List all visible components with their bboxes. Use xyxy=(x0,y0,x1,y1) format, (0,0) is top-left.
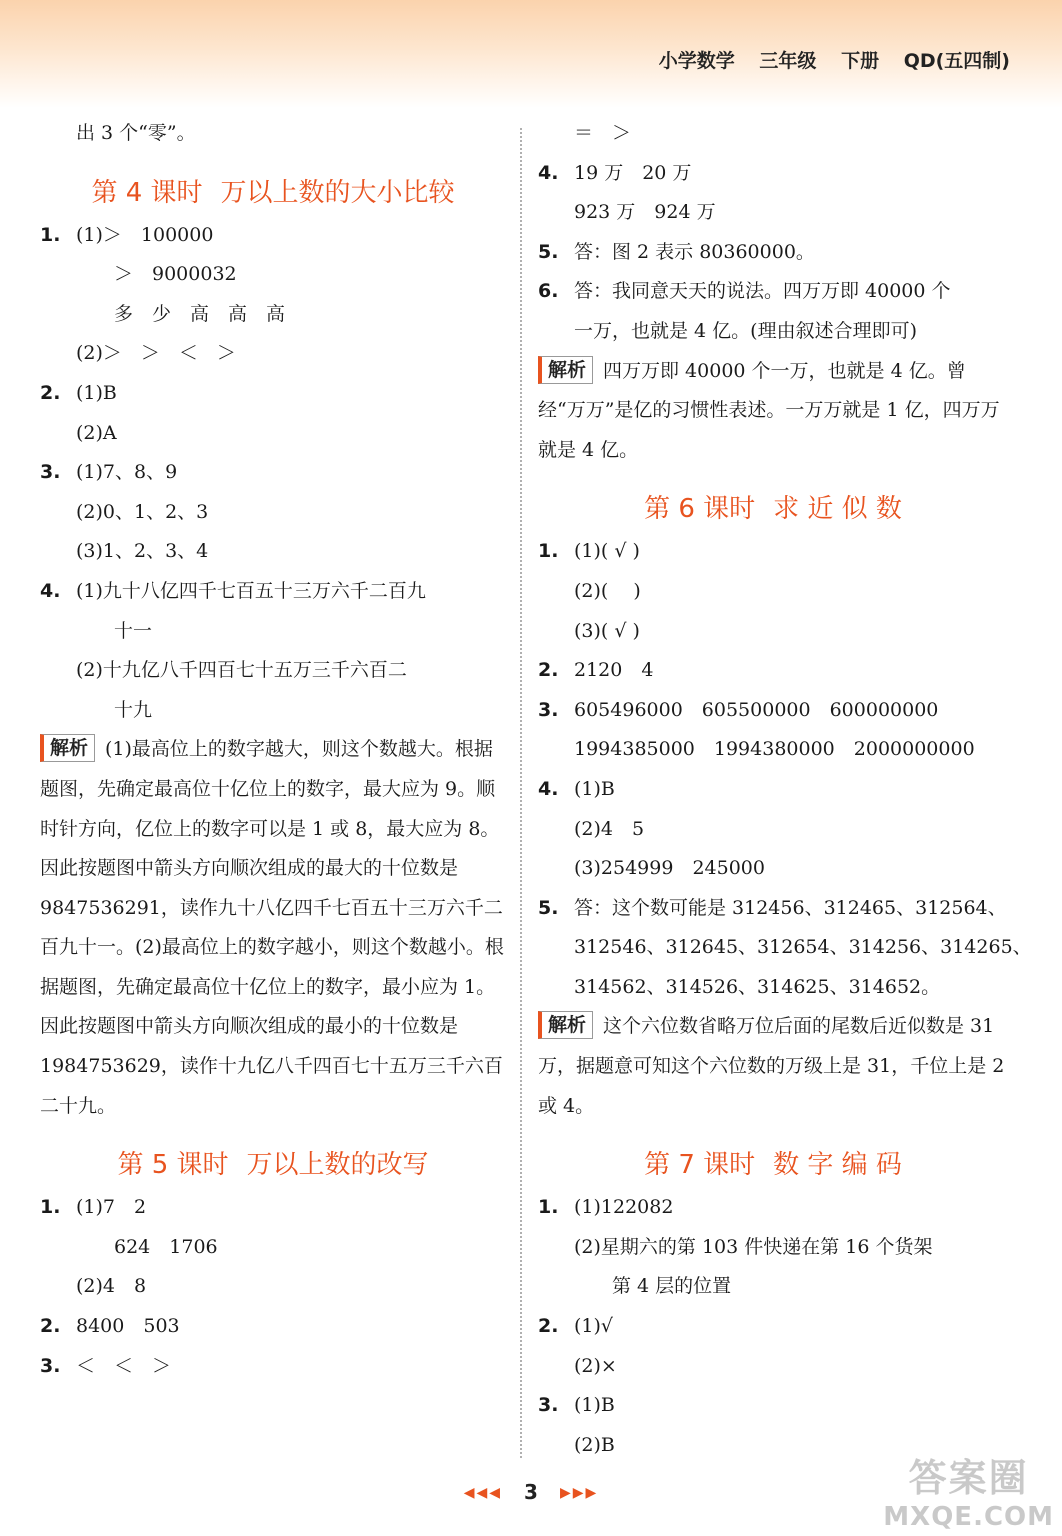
question-number: 4. xyxy=(538,777,559,800)
section-title-lesson-7: 第 7 课时 数 字 编 码 xyxy=(644,1150,902,1181)
header-edition: QD(五四制) xyxy=(903,50,1010,72)
question-number: 1. xyxy=(40,223,61,246)
question-number: 1. xyxy=(40,1196,61,1219)
answer-line: 3. ＜ ＜ ＞ xyxy=(40,1347,506,1387)
analysis-tag: 解析 xyxy=(538,1011,593,1039)
page-number: 3 xyxy=(524,1480,538,1504)
answer-line: (2)× xyxy=(574,1354,617,1377)
analysis-block xyxy=(40,730,506,1126)
question-number: 4. xyxy=(538,161,559,184)
watermark-logo: 答案圈 MXQE.COM xyxy=(883,1456,1054,1532)
left-column xyxy=(40,114,506,1386)
answer-line: 1. (1)( √ ) xyxy=(538,532,1008,572)
answer-line: (2)4 8 xyxy=(76,1275,147,1298)
right-arrows-icon: ▶▶▶ xyxy=(559,1485,599,1501)
answer-line: 2. (1)√ xyxy=(538,1307,1008,1347)
answer-line: ＝ ＞ xyxy=(574,122,632,144)
analysis-text: 四万万即 40000 个一万，也就是 4 亿。曾经“万万”是亿的习惯性表述。一万万就是 1 亿，四万万就是 4 亿。 xyxy=(538,359,1000,461)
answer-line: (2)4 5 xyxy=(574,817,645,840)
answer-line: 3. 605496000 605500000 600000000 xyxy=(538,691,1008,731)
answer-line: 2. 8400 503 xyxy=(40,1307,506,1347)
answer-line: 1. (1)122082 xyxy=(538,1188,1008,1228)
answer-line: 624 1706 xyxy=(114,1235,218,1258)
question-number: 5. xyxy=(538,896,559,919)
answer-line: (3)1、2、3、4 xyxy=(76,540,209,563)
answer-line: 十一 xyxy=(114,619,153,642)
question-number: 2. xyxy=(538,659,559,682)
answer-line: (3)( √ ) xyxy=(574,619,640,642)
answer-line: 1. (1)＞ 100000 xyxy=(40,216,506,256)
answer-line: 十九 xyxy=(114,698,153,721)
answer-line: 6. 答：我同意天天的说法。四万万即 40000 个 xyxy=(538,272,1008,312)
answer-line: (2)十九亿八千四百七十五万三千六百二 xyxy=(76,659,407,682)
analysis-block xyxy=(538,352,1008,471)
intro-line: 出 3 个“零”。 xyxy=(76,122,196,144)
answer-line: 4. (1)九十八亿四千七百五十三万六千二百九 xyxy=(40,572,506,612)
answer-line: (2)B xyxy=(574,1433,615,1456)
book-header xyxy=(645,46,1010,73)
answer-line: (2)A xyxy=(76,421,117,444)
question-number: 3. xyxy=(40,1354,61,1377)
question-number: 2. xyxy=(40,381,61,404)
header-grade: 三年级 xyxy=(759,50,817,72)
answer-line: 1. (1)7 2 xyxy=(40,1188,506,1228)
answer-line: 多 少 高 高 高 xyxy=(114,302,286,325)
answer-line: 3. (1)B xyxy=(538,1386,1008,1426)
answer-line: (3)254999 245000 xyxy=(574,857,765,880)
question-number: 1. xyxy=(538,540,559,563)
analysis-tag: 解析 xyxy=(40,734,95,762)
question-number: 1. xyxy=(538,1196,559,1219)
answer-line: 4. (1)B xyxy=(538,770,1008,810)
section-title-lesson-4: 第 4 课时 万以上数的大小比较 xyxy=(91,177,455,208)
answer-line: (2)星期六的第 103 件快递在第 16 个货架 xyxy=(574,1235,933,1258)
header-subject: 小学数学 xyxy=(658,50,735,72)
answer-line: 314562、314526、314625、314652。 xyxy=(574,975,941,998)
analysis-block xyxy=(538,1007,1008,1126)
left-arrows-icon: ◀◀◀ xyxy=(463,1485,503,1501)
question-number: 6. xyxy=(538,280,559,303)
answer-line: 4. 19 万 20 万 xyxy=(538,154,1008,194)
answer-line: 923 万 924 万 xyxy=(574,201,716,224)
right-column xyxy=(538,114,1032,1465)
question-number: 2. xyxy=(538,1315,559,1338)
answer-line: ＞ 9000032 xyxy=(114,263,237,286)
answer-line: (2)0、1、2、3 xyxy=(76,500,209,523)
analysis-text: (1)最高位上的数字越大，则这个数越大。根据题图，先确定最高位十亿位上的数字，最大应为 9。顺时针方向，亿位上的数字可以是 1 或 8，最大应为 8。因此按题图中箭头方向顺次组成的最大的十位数是 9847536291，读作九十八亿四千七百五十三万六千二百九十一。(2)最高位上的数字越小，则这个数越小。根据题图，先确定最高位十亿位上的数字，最小应为 1。因此按题图中箭头方向顺次组成的最小的十位数是 1984753629，读作十九亿八千四百七十五万三千六百二十九。 xyxy=(40,738,504,1117)
question-number: 5. xyxy=(538,240,559,263)
answer-line: (2)＞ ＞ ＜ ＞ xyxy=(76,342,236,365)
answer-line: 3. (1)7、8、9 xyxy=(40,453,506,493)
column-divider xyxy=(520,128,522,1458)
answer-line: 2. 2120 4 xyxy=(538,651,1008,691)
header-volume: 下册 xyxy=(841,50,880,72)
question-number: 3. xyxy=(538,698,559,721)
answer-line: 312546、312645、312654、314256、314265、 xyxy=(574,936,1032,959)
analysis-tag: 解析 xyxy=(538,356,593,384)
answer-line: 5. 答：这个数可能是 312456、312465、312564、 xyxy=(538,889,1008,929)
answer-line: 1994385000 1994380000 2000000000 xyxy=(574,738,975,761)
answer-line: 5. 答：图 2 表示 80360000。 xyxy=(538,233,1008,273)
question-number: 4. xyxy=(40,579,61,602)
section-title-lesson-6: 第 6 课时 求 近 似 数 xyxy=(644,494,902,525)
section-title-lesson-5: 第 5 课时 万以上数的改写 xyxy=(117,1150,429,1181)
answer-line: 一万，也就是 4 亿。(理由叙述合理即可) xyxy=(574,319,917,342)
answer-line: 第 4 层的位置 xyxy=(612,1275,732,1298)
answer-line: 2. (1)B xyxy=(40,374,506,414)
answer-line: (2)( ) xyxy=(574,579,641,602)
question-number: 3. xyxy=(40,461,61,484)
question-number: 3. xyxy=(538,1394,559,1417)
analysis-text: 这个六位数省略万位后面的尾数后近似数是 31 万，据题意可知这个六位数的万级上是 31，千位上是 2 或 4。 xyxy=(538,1015,1005,1117)
question-number: 2. xyxy=(40,1315,61,1338)
